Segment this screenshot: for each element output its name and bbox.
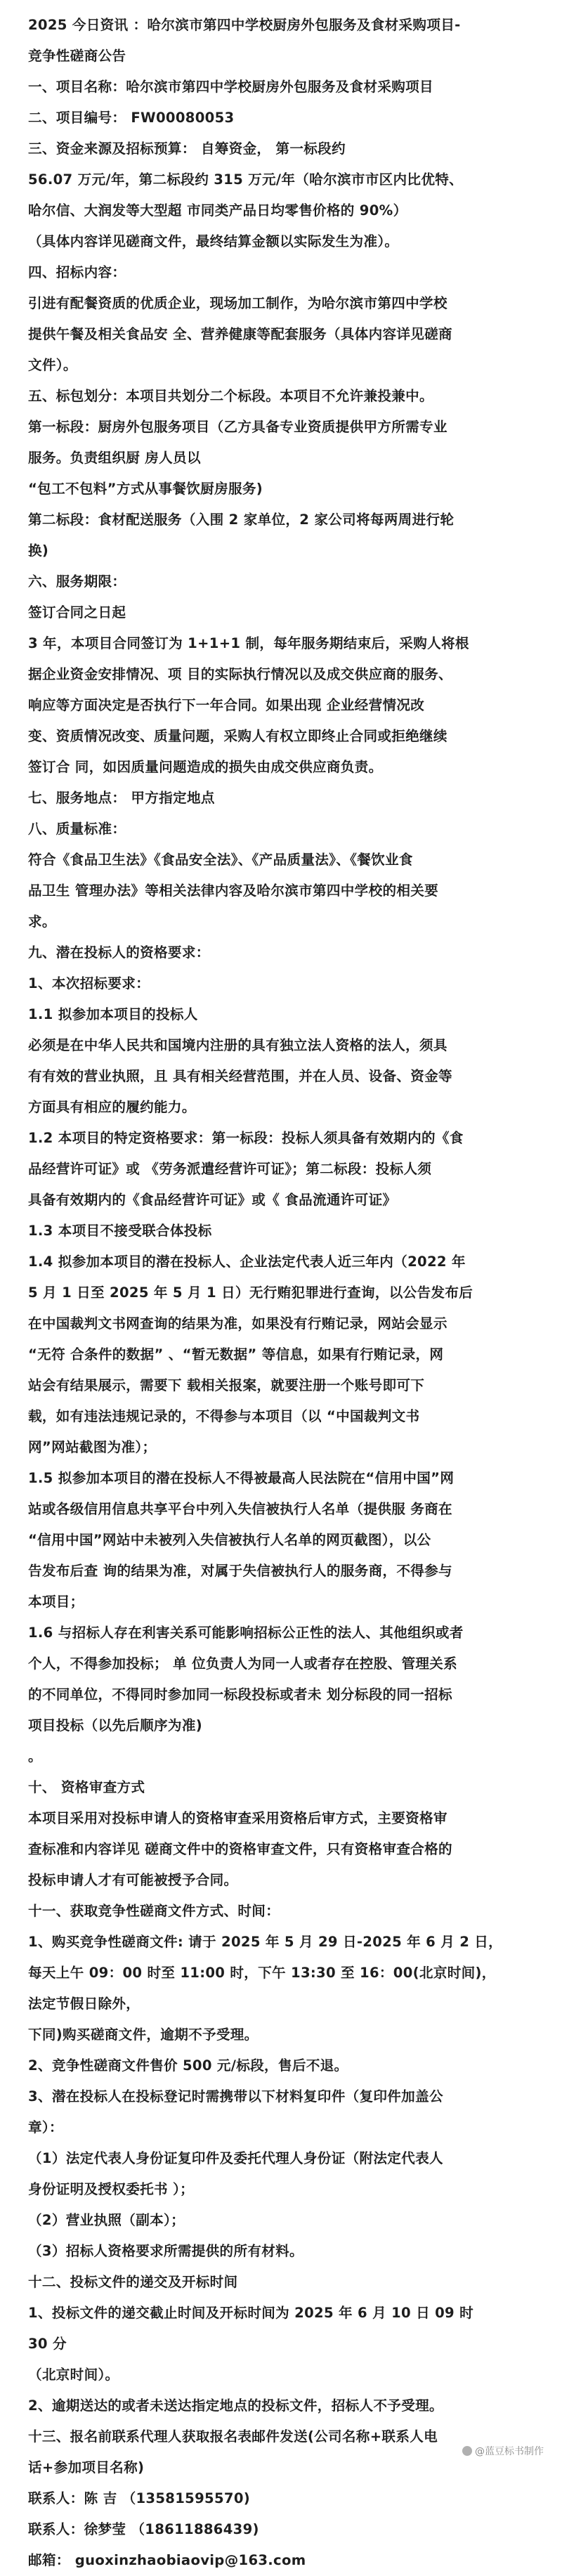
document-line: 哈尔信、大润发等大型超 市同类产品日均零售价格的 90%）: [28, 202, 407, 219]
document-line: 2025 今日资讯 ：哈尔滨市第四中学校厨房外包服务及食材采购项目-: [28, 17, 461, 33]
document-line: 下同)购买磋商文件，逾期不予受理。: [28, 2027, 259, 2043]
document-line: “包工不包料”方式从事餐饮厨房服务): [28, 481, 263, 497]
document-line: 站或各级信用信息共享平台中列入失信被执行人名单（提供服 务商在: [28, 1501, 452, 1517]
document-line: “无符 合条件的数据” 、“暂无数据” 等信息，如果有行贿记录，网: [28, 1346, 444, 1362]
document-line: 2、逾期送达的或者未送达指定地点的投标文件，招标人不予受理。: [28, 2398, 443, 2414]
document-line: 文件）。: [28, 357, 77, 373]
document-line: 品卫生 管理办法》等相关法律内容及哈尔滨市第四中学校的相关要: [28, 883, 439, 899]
document-line: 有有效的营业执照，且 具有相关经营范围，并在人员、设备、资金等: [28, 1068, 452, 1084]
document-line: 竞争性磋商公告: [28, 48, 126, 64]
document-line: 签订合同之日起: [28, 604, 126, 620]
document-line: （2）营业执照（副本）；: [28, 2212, 185, 2228]
document-line: 十、 资格审查方式: [28, 1779, 145, 1795]
document-line: 1、购买竞争性磋商文件: 请于 2025 年 5 月 29 日-2025 年 6 月 2 日，: [28, 1934, 503, 1950]
document-line: （具体内容详见磋商文件，最终结算金额以实际发生为准）。: [28, 233, 399, 249]
document-line: 引进有配餐资质的优质企业，现场加工制作，为哈尔滨市第四中学校: [28, 295, 447, 311]
document-line: 本项目；: [28, 1594, 84, 1610]
document-line: 第一标段：厨房外包服务项目（乙方具备专业资质提供甲方所需专业: [28, 419, 447, 435]
document-line: 告发布后查 询的结果为准，对属于失信被执行人的服务商，不得参与: [28, 1563, 452, 1579]
document-line: 五、标包划分：本项目共划分二个标段。本项目不允许兼投兼中。: [28, 388, 433, 404]
document-line: 1、投标文件的递交截止时间及开标时间为 2025 年 6 月 10 日 09 时: [28, 2305, 473, 2321]
document-line: 法定节假日除外，: [28, 1996, 140, 2012]
document-line: 九、潜在投标人的资格要求：: [28, 944, 210, 961]
document-line: 个人，不得参加投标； 单 位负责人为同一人或者存在控股、管理关系: [28, 1655, 458, 1672]
document-line: 服务。负责组织厨 房人员以: [28, 450, 201, 466]
document-line: 方面具有相应的履约能力。: [28, 1099, 196, 1115]
document-line: 网”网站截图为准）；: [28, 1439, 157, 1455]
document-line: （北京时间）。: [28, 2367, 119, 2383]
document-line: 2、竞争性磋商文件售价 500 元/标段，售后不退。: [28, 2057, 348, 2074]
document-line: 提供午餐及相关食品安 全、营养健康等配套服务（具体内容详见磋商: [28, 326, 452, 342]
document-line: 30 分: [28, 2336, 67, 2352]
document-line: 三、资金来源及招标预算： 自筹资金， 第一标段约: [28, 141, 346, 157]
document-line: 1.3 本项目不接受联合体投标: [28, 1223, 212, 1239]
document-line: 1.2 本项目的特定资格要求：第一标段：投标人须具备有效期内的《食: [28, 1130, 464, 1146]
document-line: 话+参加项目名称): [28, 2459, 145, 2476]
document-line: “信用中国”网站中未被列入失信被执行人名单的网页截图），以公: [28, 1532, 431, 1548]
document-line: 的不同单位，不得同时参加同一标段投标或者未 划分标段的同一招标: [28, 1686, 452, 1703]
document-line: 十一、获取竞争性磋商文件方式、时间：: [28, 1903, 280, 1919]
document-line: 56.07 万元/年，第二标段约 315 万元/年（哈尔滨市市区内比优特、: [28, 171, 464, 188]
document-line: 一、项目名称：哈尔滨市第四中学校厨房外包服务及食材采购项目: [28, 79, 433, 95]
document-line: 六、服务期限：: [28, 573, 126, 590]
watermark: [462, 2444, 544, 2458]
document-line: 签订合 同，如因质量问题造成的损失由成交供应商负责。: [28, 759, 383, 775]
document-line: 变、资质情况改变、质量问题，采购人有权立即终止合同或拒绝继续: [28, 728, 447, 744]
watermark-logo-icon: [462, 2446, 472, 2456]
document-line: 项目投标（以先后顺序为准): [28, 1717, 202, 1733]
document-line: 必须是在中华人民共和国境内注册的具有独立法人资格的法人，须具: [28, 1037, 447, 1053]
document-line: 求。: [28, 913, 56, 930]
document-line: 章）：: [28, 2119, 63, 2135]
document-line: 二、项目编号： FW00080053: [28, 110, 235, 126]
document-line: 身份证明及授权委托书 ）；: [28, 2181, 195, 2197]
document-line: 十三、报名前联系代理人获取报名表邮件发送(公司名称+联系人电: [28, 2428, 438, 2445]
document-line: （1）法定代表人身份证复印件及委托代理人身份证（附法定代表人: [28, 2150, 443, 2166]
document-line: 站会有结果展示，需要下 载相关报案，就要注册一个账号即可下: [28, 1377, 425, 1393]
document-line: 5 月 1 日至 2025 年 5 月 1 日）无行贿犯罪进行查询，以公告发布后: [28, 1284, 473, 1301]
document-line: 3、潜在投标人在投标登记时需携带以下材料复印件（复印件加盖公: [28, 2088, 443, 2105]
document-line: （3）招标人资格要求所需提供的所有材料。: [28, 2243, 303, 2259]
document-line: 联系人：陈 吉 （13581595570): [28, 2490, 251, 2506]
document-line: 联系人：徐梦莹 （18611886439): [28, 2521, 259, 2537]
watermark-text: @蓝豆标书制作: [475, 2446, 544, 2457]
document-line: 第二标段：食材配送服务（入围 2 家单位，2 家公司将每两周进行轮: [28, 512, 455, 528]
document-line: 十二、投标文件的递交及开标时间: [28, 2274, 238, 2290]
document-line: 八、质量标准：: [28, 821, 126, 837]
document-line: 本项目采用对投标申请人的资格审查采用资格后审方式，主要资格审: [28, 1810, 447, 1826]
document-line: 品经营许可证》或 《劳务派遣经营许可证》；第二标段：投标人须: [28, 1161, 432, 1177]
document-line: 邮箱： guoxinzhaobiaovip@163.com: [28, 2552, 306, 2568]
document-line: 具备有效期内的《食品经营许可证》或《 食品流通许可证》: [28, 1192, 397, 1208]
document-line: 每天上午 09：00 时至 11:00 时，下午 13:30 至 16：00(北京时间)，: [28, 1965, 496, 1981]
document-line: 1.5 拟参加本项目的潜在投标人不得被最高人民法院在“信用中国”网: [28, 1470, 455, 1486]
document-line: 响应等方面决定是否执行下一年合同。如果出现 企业经营情况改: [28, 697, 425, 713]
document-line: 查标准和内容详见 磋商文件中的资格审查文件，只有资格审查合格的: [28, 1841, 452, 1857]
document-line: 四、招标内容：: [28, 264, 126, 280]
document-line: 1.1 拟参加本项目的投标人: [28, 1006, 198, 1022]
document-line: 。: [28, 1748, 42, 1764]
document-line: 据企业资金安排情况、项 目的实际执行情况以及成交供应商的服务、: [28, 666, 452, 682]
document-line: 换): [28, 542, 49, 559]
document-line: 1.4 拟参加本项目的潜在投标人、企业法定代表人近三年内（2022 年: [28, 1254, 466, 1270]
document-line: 在中国裁判文书网查询的结果为准，如果没有行贿记录，网站会显示: [28, 1315, 447, 1332]
document-line: 载，如有违法违规记录的，不得参与本项目（以 “中国裁判文书: [28, 1408, 420, 1424]
document-line: 七、服务地点： 甲方指定地点: [28, 790, 215, 806]
document-line: 投标申请人才有可能被授予合同。: [28, 1872, 238, 1888]
document-line: 1、本次招标要求：: [28, 975, 150, 991]
document-line: 符合《食品卫生法》《食品安全法》、《产品质量法》、《餐饮业食: [28, 852, 413, 868]
document-line: 3 年，本项目合同签订为 1+1+1 制，每年服务期结束后，采购人将根: [28, 635, 469, 651]
document-line: 1.6 与招标人存在利害关系可能影响招标公正性的法人、其他组织或者: [28, 1625, 464, 1641]
